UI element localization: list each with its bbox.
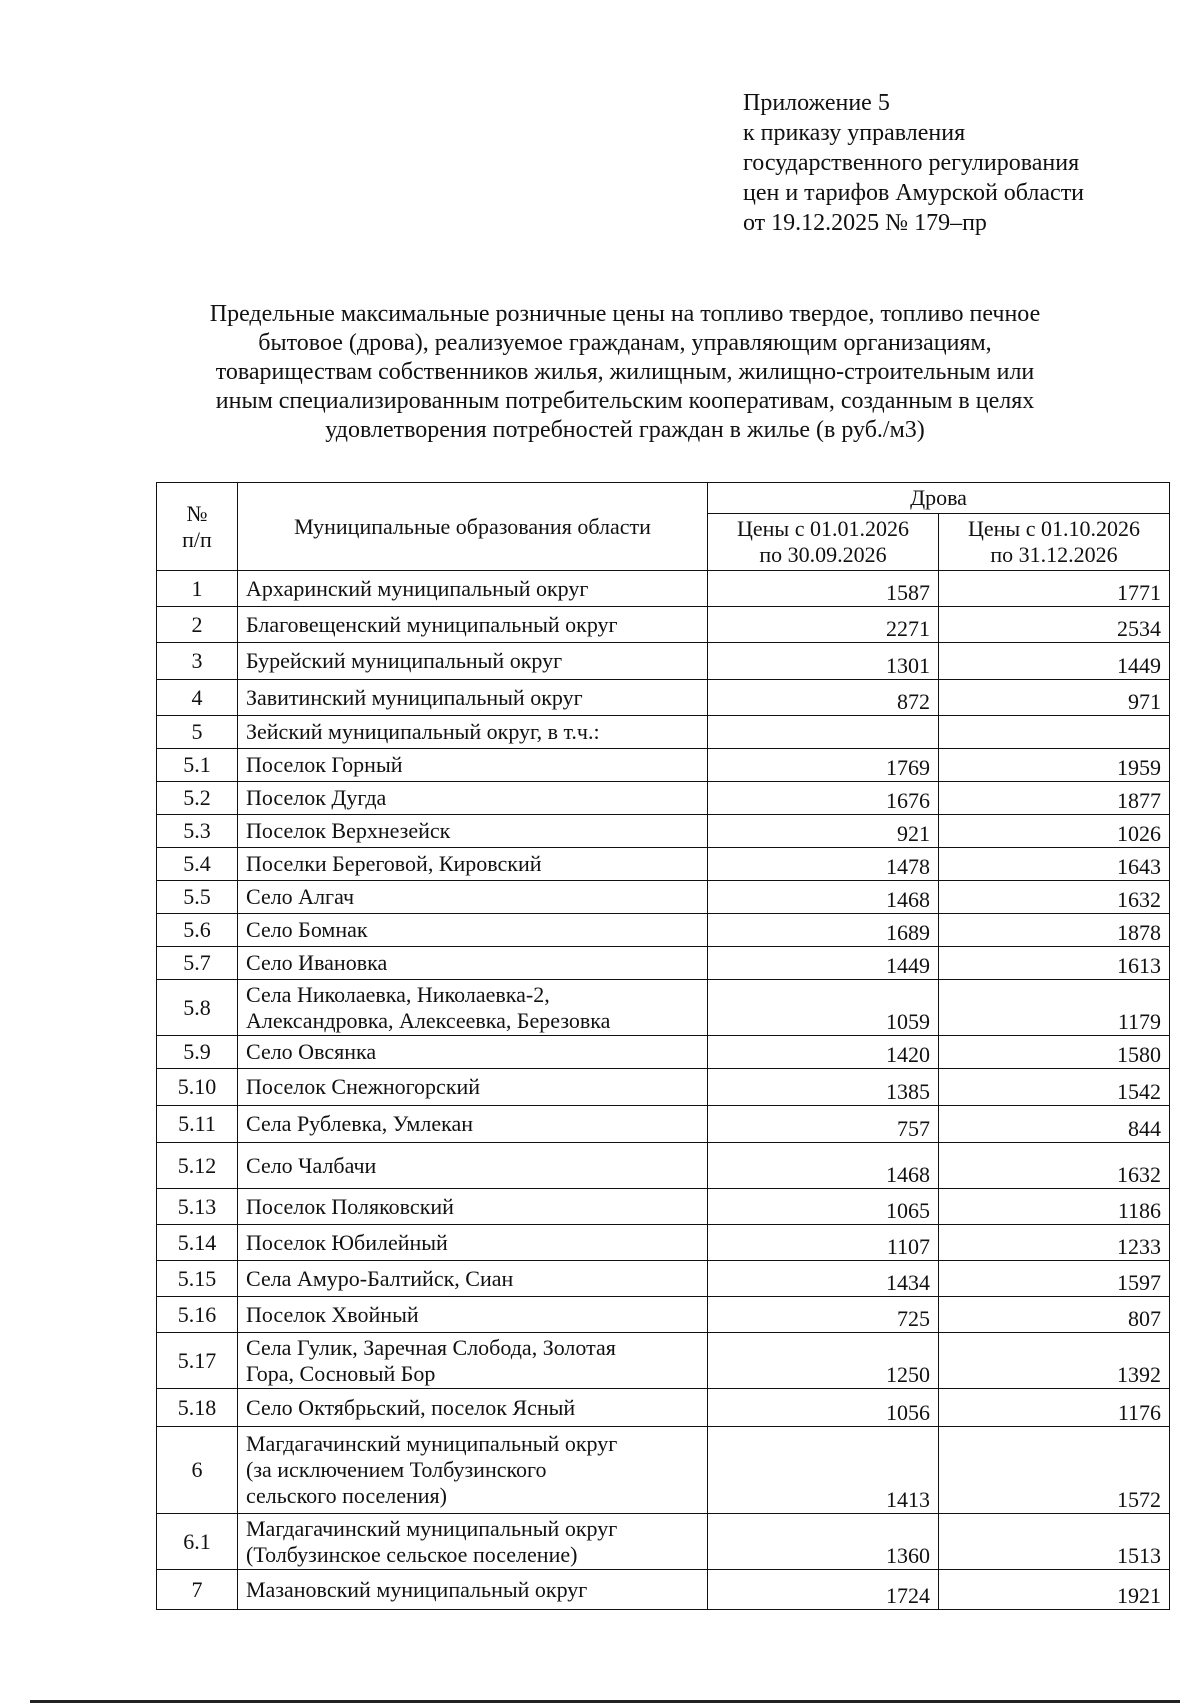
appendix-line: государственного регулирования <box>743 150 1080 176</box>
table-row <box>157 1427 1170 1514</box>
title-line: иным специализированным потребительским кооперативам, созданным в целях <box>215 388 1035 414</box>
row-municipality <box>238 848 708 881</box>
row-municipality <box>238 1106 708 1143</box>
municipality-line: Село Овсянка <box>246 1039 377 1064</box>
row-price-period-1: 2271 <box>708 607 939 643</box>
row-price-period-1 <box>708 716 939 749</box>
row-number: 5.2 <box>157 782 238 815</box>
row-price-period-1: 1587 <box>708 571 939 607</box>
row-price-period-1: 1385 <box>708 1069 939 1106</box>
row-price-period-1: 1250 <box>708 1333 939 1389</box>
table-row <box>157 980 1170 1036</box>
table-row <box>157 947 1170 980</box>
row-price-period-1: 1689 <box>708 914 939 947</box>
row-municipality <box>238 881 708 914</box>
row-price-period-2: 1233 <box>939 1225 1170 1261</box>
table-row <box>157 1225 1170 1261</box>
row-price-period-2: 1878 <box>939 914 1170 947</box>
row-number: 5.14 <box>157 1225 238 1261</box>
table-row <box>157 1570 1170 1610</box>
title-line: удовлетворения потребностей граждан в жилье (в руб./м3) <box>325 417 925 443</box>
row-municipality <box>238 815 708 848</box>
row-municipality <box>238 1225 708 1261</box>
header-firewood: Дрова <box>708 483 1170 514</box>
table-row <box>157 848 1170 881</box>
row-price-period-1: 1360 <box>708 1514 939 1570</box>
row-number: 5.13 <box>157 1189 238 1225</box>
table-row <box>157 881 1170 914</box>
municipality-line: Село Ивановка <box>246 950 388 975</box>
row-number: 5.15 <box>157 1261 238 1297</box>
row-price-period-2: 1542 <box>939 1069 1170 1106</box>
row-price-period-1: 1056 <box>708 1389 939 1427</box>
row-price-period-1: 1065 <box>708 1189 939 1225</box>
row-municipality <box>238 1389 708 1427</box>
row-number: 7 <box>157 1570 238 1610</box>
municipality-line: Села Амуро-Балтийск, Сиан <box>246 1265 514 1291</box>
municipality-line: Поселок Горный <box>246 752 403 777</box>
municipality-line: (Толбузинское сельское поселение) <box>246 1541 578 1567</box>
municipality-line: Поселок Снежногорский <box>246 1074 481 1099</box>
table-row <box>157 782 1170 815</box>
municipality-line: Поселок Верхнезейск <box>246 818 451 843</box>
row-price-period-2: 971 <box>939 680 1170 716</box>
municipality-line: Зейский муниципальный округ, в т.ч.: <box>246 719 600 744</box>
row-number: 5.5 <box>157 881 238 914</box>
header-period-1 <box>708 514 939 571</box>
row-number: 6 <box>157 1427 238 1514</box>
row-number: 4 <box>157 680 238 716</box>
municipality-line: Архаринский муниципальный округ <box>246 575 589 601</box>
row-price-period-2: 1026 <box>939 815 1170 848</box>
table-row <box>157 716 1170 749</box>
row-price-period-1: 1434 <box>708 1261 939 1297</box>
header-period-2 <box>939 514 1170 571</box>
row-price-period-2: 1643 <box>939 848 1170 881</box>
header-period-2-line2: по 31.12.2026 <box>990 542 1118 567</box>
prices-table <box>156 482 1170 1610</box>
row-number: 5.16 <box>157 1297 238 1333</box>
municipality-line: Магдагачинский муниципальный округ <box>246 1515 618 1541</box>
header-municipality: Муниципальные образования области <box>238 483 708 571</box>
table-row <box>157 680 1170 716</box>
table-row <box>157 914 1170 947</box>
table-row <box>157 571 1170 607</box>
municipality-line: Гора, Сосновый Бор <box>246 1360 436 1386</box>
municipality-line: Магдагачинский муниципальный округ <box>246 1431 618 1456</box>
row-price-period-1: 1676 <box>708 782 939 815</box>
municipality-line: Поселок Дугда <box>246 785 387 810</box>
row-price-period-2: 1449 <box>939 643 1170 680</box>
municipality-line: Село Алгач <box>246 884 355 909</box>
municipality-line: Завитинский муниципальный округ <box>246 684 583 710</box>
header-period-1-line2: по 30.09.2026 <box>759 542 887 567</box>
row-price-period-1: 1301 <box>708 643 939 680</box>
row-price-period-1: 872 <box>708 680 939 716</box>
row-municipality <box>238 1333 708 1389</box>
row-number: 2 <box>157 607 238 643</box>
municipality-line: Поселок Поляковский <box>246 1193 454 1219</box>
row-municipality <box>238 571 708 607</box>
row-number: 5.1 <box>157 749 238 782</box>
municipality-line: Поселок Юбилейный <box>246 1229 448 1255</box>
row-price-period-2: 1572 <box>939 1427 1170 1514</box>
municipality-line: Село Бомнак <box>246 917 368 942</box>
municipality-line: Село Чалбачи <box>246 1152 377 1178</box>
row-price-period-2: 1597 <box>939 1261 1170 1297</box>
row-municipality <box>238 1514 708 1570</box>
row-number: 5.3 <box>157 815 238 848</box>
table-row <box>157 1389 1170 1427</box>
municipality-line: Села Рублевка, Умлекан <box>246 1111 473 1136</box>
row-price-period-2: 1580 <box>939 1036 1170 1069</box>
title-line: Предельные максимальные розничные цены на топливо твердое, топливо печное <box>209 301 1041 327</box>
row-price-period-2 <box>939 716 1170 749</box>
row-price-period-2: 1959 <box>939 749 1170 782</box>
header-period-2-line1: Цены с 01.10.2026 <box>968 516 1140 541</box>
row-price-period-2: 1176 <box>939 1389 1170 1427</box>
row-municipality <box>238 1143 708 1189</box>
row-price-period-1: 1478 <box>708 848 939 881</box>
row-price-period-1: 921 <box>708 815 939 848</box>
row-municipality <box>238 1036 708 1069</box>
table-row <box>157 1143 1170 1189</box>
row-number: 5.18 <box>157 1389 238 1427</box>
municipality-line: Села Николаевка, Николаевка-2, <box>246 981 550 1007</box>
row-price-period-2: 1632 <box>939 1143 1170 1189</box>
table-row <box>157 1189 1170 1225</box>
municipality-line: Александровка, Алексеевка, Березовка <box>246 1007 611 1033</box>
row-municipality <box>238 1069 708 1106</box>
table-row <box>157 1261 1170 1297</box>
row-number: 5.17 <box>157 1333 238 1389</box>
row-number: 5.11 <box>157 1106 238 1143</box>
row-number: 5.6 <box>157 914 238 947</box>
table-row <box>157 1297 1170 1333</box>
row-municipality <box>238 643 708 680</box>
appendix-line: от 19.12.2025 № 179–пр <box>743 210 987 236</box>
municipality-line: Поселок Хвойный <box>246 1301 419 1327</box>
row-price-period-2: 1632 <box>939 881 1170 914</box>
row-price-period-1: 1420 <box>708 1036 939 1069</box>
row-municipality <box>238 914 708 947</box>
table-row <box>157 643 1170 680</box>
table-row <box>157 1106 1170 1143</box>
row-price-period-2: 807 <box>939 1297 1170 1333</box>
row-number: 5.10 <box>157 1069 238 1106</box>
table-row <box>157 1036 1170 1069</box>
table-row <box>157 815 1170 848</box>
row-price-period-1: 1468 <box>708 1143 939 1189</box>
prices-table-body <box>157 571 1170 1610</box>
row-municipality <box>238 1427 708 1514</box>
municipality-line: Бурейский муниципальный округ <box>246 648 563 673</box>
row-municipality <box>238 716 708 749</box>
row-number: 5.4 <box>157 848 238 881</box>
row-price-period-1: 1107 <box>708 1225 939 1261</box>
municipality-line: сельского поселения) <box>246 1483 447 1508</box>
header-num-line2: п/п <box>182 526 212 552</box>
appendix-line: Приложение 5 <box>743 90 890 116</box>
table-row <box>157 749 1170 782</box>
row-number: 5.12 <box>157 1143 238 1189</box>
municipality-line: Села Гулик, Заречная Слобода, Золотая <box>246 1334 616 1360</box>
document-title <box>150 300 1100 445</box>
row-price-period-2: 1921 <box>939 1570 1170 1610</box>
row-price-period-1: 1468 <box>708 881 939 914</box>
row-price-period-2: 1179 <box>939 980 1170 1036</box>
row-municipality <box>238 749 708 782</box>
title-line: товариществам собственников жилья, жилищным, жилищно-строительным или <box>215 359 1035 385</box>
header-period-1-line1: Цены с 01.01.2026 <box>737 516 909 541</box>
row-price-period-1: 725 <box>708 1297 939 1333</box>
row-price-period-2: 1877 <box>939 782 1170 815</box>
row-municipality <box>238 947 708 980</box>
header-num-line1: № <box>186 500 208 526</box>
row-price-period-2: 1613 <box>939 947 1170 980</box>
row-price-period-2: 1513 <box>939 1514 1170 1570</box>
row-municipality <box>238 680 708 716</box>
row-price-period-2: 844 <box>939 1106 1170 1143</box>
row-price-period-1: 1724 <box>708 1570 939 1610</box>
row-price-period-2: 1771 <box>939 571 1170 607</box>
header-num <box>157 483 238 571</box>
row-price-period-1: 1449 <box>708 947 939 980</box>
municipality-line: Село Октябрьский, поселок Ясный <box>246 1394 576 1420</box>
table-row <box>157 1514 1170 1570</box>
row-municipality <box>238 1570 708 1610</box>
row-number: 3 <box>157 643 238 680</box>
row-municipality <box>238 607 708 643</box>
municipality-line: (за исключением Толбузинского <box>246 1457 547 1482</box>
row-municipality <box>238 980 708 1036</box>
row-number: 1 <box>157 571 238 607</box>
row-number: 5.9 <box>157 1036 238 1069</box>
row-number: 5.7 <box>157 947 238 980</box>
row-price-period-1: 1413 <box>708 1427 939 1514</box>
row-municipality <box>238 1189 708 1225</box>
row-number: 5.8 <box>157 980 238 1036</box>
title-line: бытовое (дрова), реализуемое гражданам, управляющим организациям, <box>258 330 992 356</box>
appendix-line: цен и тарифов Амурской области <box>743 180 1085 206</box>
row-municipality <box>238 1261 708 1297</box>
row-price-period-1: 757 <box>708 1106 939 1143</box>
table-row <box>157 1333 1170 1389</box>
row-price-period-1: 1059 <box>708 980 939 1036</box>
row-price-period-2: 1392 <box>939 1333 1170 1389</box>
row-number: 6.1 <box>157 1514 238 1570</box>
appendix-block <box>743 88 1084 238</box>
appendix-line: к приказу управления <box>743 120 966 146</box>
table-row <box>157 1069 1170 1106</box>
municipality-line: Поселки Береговой, Кировский <box>246 851 542 876</box>
municipality-line: Мазановский муниципальный округ <box>246 1576 588 1602</box>
row-price-period-2: 1186 <box>939 1189 1170 1225</box>
municipality-line: Благовещенский муниципальный округ <box>246 611 618 637</box>
table-row <box>157 607 1170 643</box>
row-municipality <box>238 782 708 815</box>
row-price-period-2: 2534 <box>939 607 1170 643</box>
row-price-period-1: 1769 <box>708 749 939 782</box>
row-number: 5 <box>157 716 238 749</box>
row-municipality <box>238 1297 708 1333</box>
